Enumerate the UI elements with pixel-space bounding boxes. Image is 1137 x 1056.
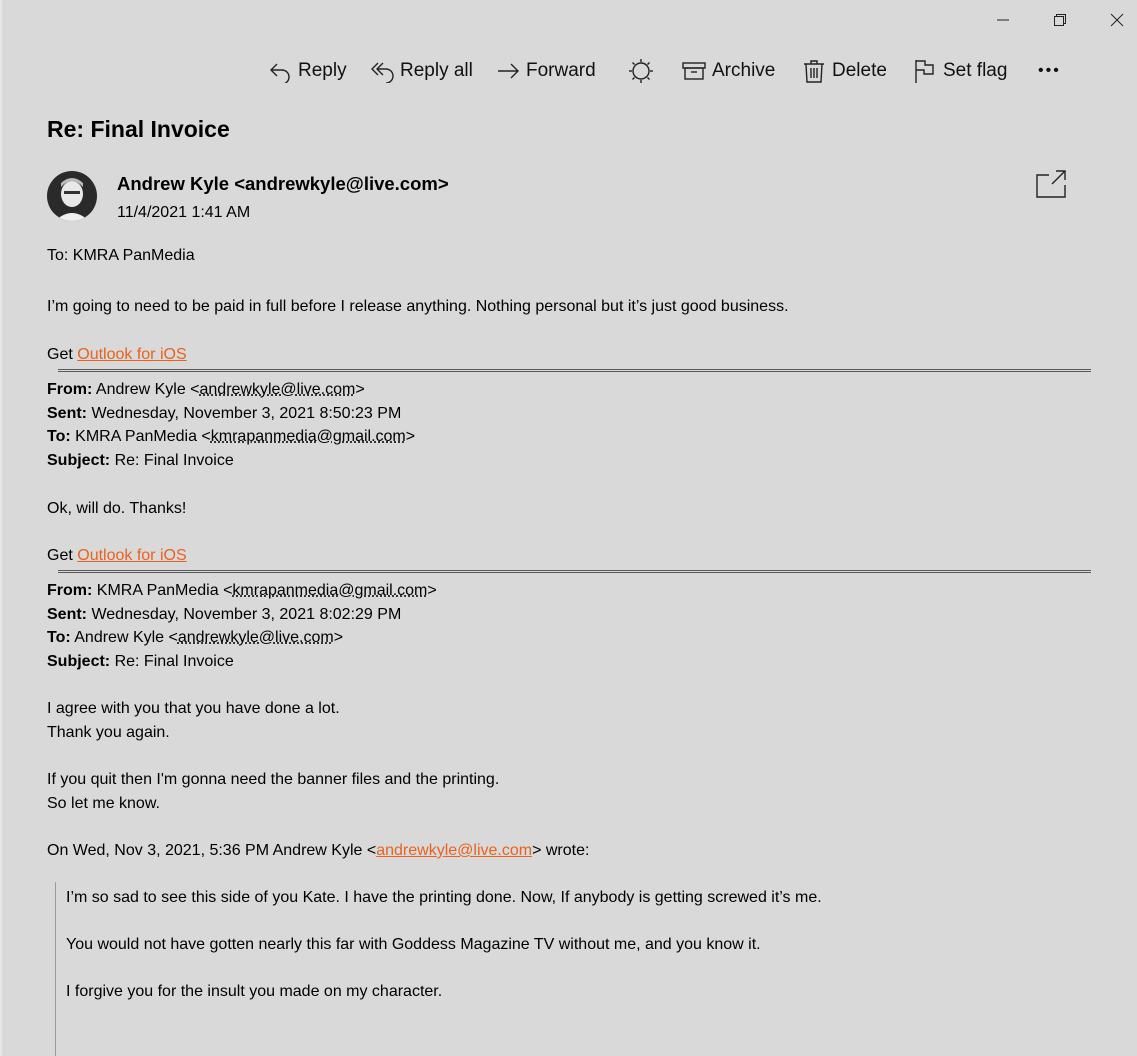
on-wrote-line: On Wed, Nov 3, 2021, 5:36 PM Andrew Kyle <andrewkyle@live.com> wrote: bbox=[47, 842, 590, 859]
reply-all-icon bbox=[370, 59, 394, 83]
blockquote-bar bbox=[55, 882, 56, 1056]
quoted2-from: From: KMRA PanMedia <kmrapanmedia@gmail.com> bbox=[47, 582, 437, 599]
sender-name: Andrew Kyle <andrewkyle@live.com> bbox=[117, 173, 449, 194]
email-link[interactable]: andrewkyle@live.com bbox=[199, 381, 356, 398]
avatar-photo bbox=[47, 171, 97, 221]
theme-toggle-button[interactable] bbox=[629, 52, 659, 90]
get-outlook-line: Get Outlook for iOS bbox=[47, 346, 187, 363]
email-link[interactable]: kmrapanmedia@gmail.com bbox=[210, 428, 406, 445]
close-icon bbox=[1110, 13, 1124, 27]
separator bbox=[58, 570, 1091, 573]
quoted1-from: From: Andrew Kyle <andrewkyle@live.com> bbox=[47, 381, 365, 398]
close-button[interactable] bbox=[1105, 8, 1129, 32]
reply-button[interactable] bbox=[268, 52, 347, 90]
forward-label: Forward bbox=[526, 60, 596, 81]
quoted1-to: To: KMRA PanMedia <kmrapanmedia@gmail.com> bbox=[47, 428, 416, 445]
set-flag-label: Set flag bbox=[943, 60, 1008, 81]
quote-line-3: I forgive you for the insult you made on my character. bbox=[66, 983, 443, 1000]
sender-avatar bbox=[47, 171, 97, 221]
reply-all-label: Reply all bbox=[400, 60, 473, 81]
message-toolbar bbox=[0, 52, 1137, 90]
message-date: 11/4/2021 1:41 AM bbox=[117, 204, 251, 221]
more-icon: ••• bbox=[1038, 62, 1061, 79]
andrewkyle-email-link[interactable]: andrewkyle@live.com bbox=[376, 842, 533, 859]
message-subject: Re: Final Invoice bbox=[47, 116, 230, 142]
body-line-1: I’m going to need to be paid in full before I release anything. Nothing personal but it’s just good business. bbox=[47, 298, 789, 315]
email-link[interactable]: andrewkyle@live.com bbox=[177, 629, 334, 646]
email-link[interactable]: kmrapanmedia@gmail.com bbox=[232, 582, 428, 599]
archive-button[interactable] bbox=[682, 52, 775, 90]
window-edge bbox=[0, 0, 2, 1056]
restore-button[interactable] bbox=[1048, 8, 1072, 32]
to-line: To: KMRA PanMedia bbox=[47, 247, 195, 264]
quoted2-subject: Subject: Re: Final Invoice bbox=[47, 653, 234, 670]
quoted2-body-2: Thank you again. bbox=[47, 724, 170, 741]
quoted2-body-3: If you quit then I'm gonna need the banner files and the printing. bbox=[47, 771, 500, 788]
open-in-new-window-button[interactable] bbox=[1036, 170, 1066, 203]
quoted2-body-1: I agree with you that you have done a lot. bbox=[47, 700, 340, 717]
set-flag-button[interactable] bbox=[913, 52, 1007, 90]
quote-line-1: I’m so sad to see this side of you Kate. I have the printing done. Now, If anybody is getting screwed it’s me. bbox=[66, 889, 822, 906]
minimize-icon bbox=[996, 13, 1010, 27]
reply-label: Reply bbox=[298, 60, 347, 81]
quote-line-2: You would not have gotten nearly this far with Goddess Magazine TV without me, and you know it. bbox=[66, 936, 761, 953]
forward-arrow-icon bbox=[496, 59, 520, 83]
sun-icon bbox=[629, 59, 653, 83]
quoted2-to: To: Andrew Kyle <andrewkyle@live.com> bbox=[47, 629, 344, 646]
get-outlook-line-2: Get Outlook for iOS bbox=[47, 547, 187, 564]
quoted2-sent: Sent: Wednesday, November 3, 2021 8:02:29 PM bbox=[47, 606, 402, 623]
reply-icon bbox=[268, 59, 292, 83]
separator bbox=[58, 369, 1091, 372]
restore-icon bbox=[1053, 13, 1067, 27]
more-actions-button[interactable] bbox=[1038, 52, 1061, 90]
quoted2-body-4: So let me know. bbox=[47, 795, 160, 812]
minimize-button[interactable] bbox=[991, 8, 1015, 32]
quoted1-subject: Subject: Re: Final Invoice bbox=[47, 452, 234, 469]
quoted1-sent: Sent: Wednesday, November 3, 2021 8:50:23 PM bbox=[47, 405, 402, 422]
delete-label: Delete bbox=[832, 60, 887, 81]
flag-icon bbox=[913, 59, 937, 83]
reply-all-button[interactable] bbox=[370, 52, 473, 90]
forward-button[interactable] bbox=[496, 52, 596, 90]
archive-icon bbox=[682, 59, 706, 83]
delete-button[interactable] bbox=[802, 52, 887, 90]
outlook-for-ios-link[interactable]: Outlook for iOS bbox=[77, 547, 187, 564]
archive-label: Archive bbox=[712, 60, 776, 81]
trash-icon bbox=[802, 59, 826, 83]
outlook-for-ios-link[interactable]: Outlook for iOS bbox=[77, 346, 187, 363]
quoted1-body: Ok, will do. Thanks! bbox=[47, 500, 187, 517]
popout-icon bbox=[1036, 170, 1066, 198]
